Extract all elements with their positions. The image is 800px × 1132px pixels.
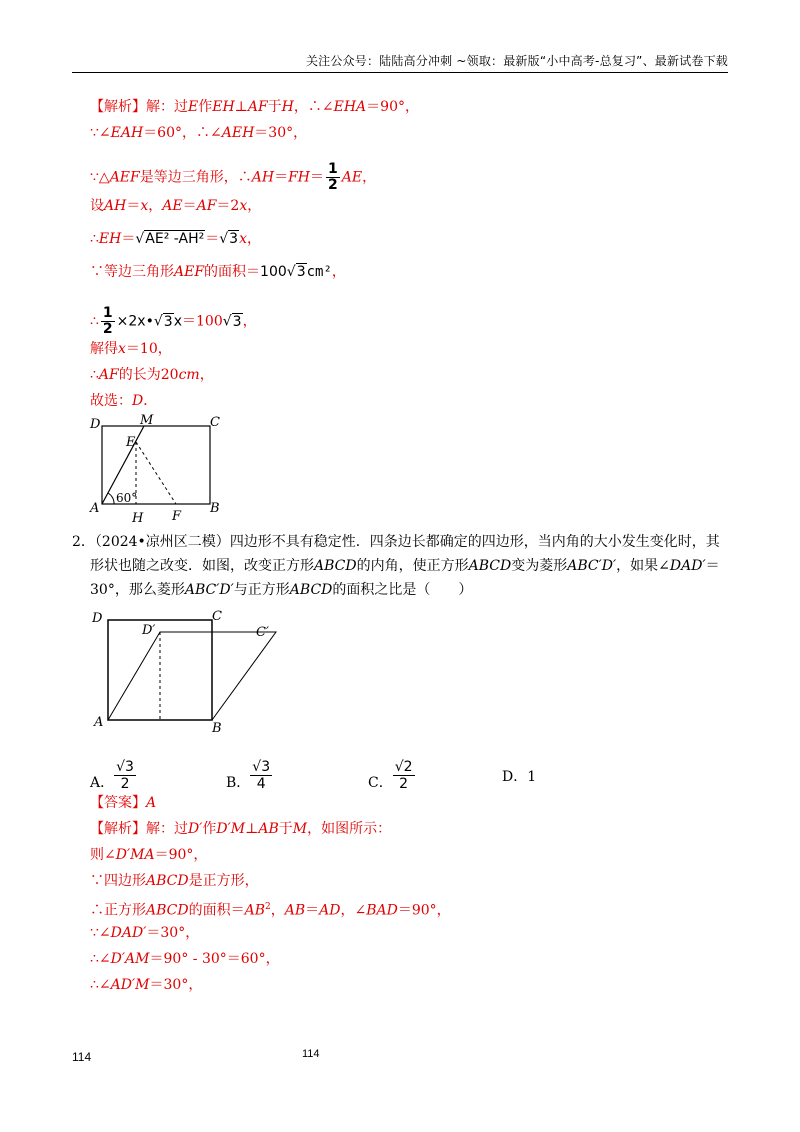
radical-sign: √ bbox=[286, 264, 296, 280]
q1-line-7 bbox=[90, 306, 257, 337]
page-header: 关注公众号：陆陆高分冲刺 ~领取：最新版“小中高考-总复习”、最新试卷下载 bbox=[305, 54, 728, 68]
var: E bbox=[188, 99, 199, 115]
var: ABCD bbox=[146, 873, 189, 889]
radicand: AE² -AH² bbox=[145, 231, 205, 247]
sqrt-3 bbox=[154, 313, 174, 330]
text: ⊥ bbox=[234, 99, 248, 115]
var: D′M bbox=[216, 821, 246, 837]
var: AF bbox=[247, 99, 268, 115]
option-fraction bbox=[250, 759, 272, 792]
q1-line-10 bbox=[90, 392, 157, 410]
var: ABC′D′ bbox=[567, 558, 617, 574]
numerator: 1 bbox=[102, 305, 113, 321]
numerator: √3 bbox=[116, 759, 134, 775]
numerator: 1 bbox=[328, 161, 338, 177]
text: 作 bbox=[202, 821, 217, 837]
text: 于 bbox=[278, 821, 293, 837]
q1-figure bbox=[86, 414, 226, 524]
label-F: F bbox=[172, 509, 182, 524]
q2-line-a7 bbox=[90, 976, 202, 994]
radicand: 3 bbox=[229, 231, 239, 247]
q2-line-3 bbox=[90, 578, 730, 602]
text: 形状也随之改变．如图，改变正方形 bbox=[90, 558, 314, 574]
text: ， bbox=[199, 367, 214, 383]
text: ⊥ bbox=[245, 821, 259, 837]
text: ， bbox=[362, 169, 377, 186]
text: ＝90° - 30°＝60°， bbox=[149, 951, 280, 967]
text: 的面积之比是（ ） bbox=[332, 582, 473, 598]
q2-line-a2 bbox=[90, 846, 207, 864]
option-fraction bbox=[114, 759, 136, 792]
var: FH bbox=[288, 169, 310, 186]
text: ，如图所示： bbox=[307, 821, 392, 837]
var: ABCD bbox=[289, 582, 333, 598]
text: 是正方形， bbox=[188, 873, 259, 889]
q2-line-a4 bbox=[90, 898, 451, 920]
var: M bbox=[292, 821, 308, 837]
radical-sign: √ bbox=[153, 313, 163, 330]
text: ∵△ bbox=[90, 169, 110, 186]
radical-sign: √ bbox=[219, 231, 229, 247]
text: ， bbox=[242, 313, 257, 330]
var: EH bbox=[212, 99, 235, 115]
var: D′MA bbox=[115, 847, 155, 863]
text: ＝30°， bbox=[146, 925, 200, 941]
var: AE bbox=[162, 198, 183, 214]
radicand: 3 bbox=[163, 313, 173, 330]
text: ∴ bbox=[90, 231, 99, 247]
q1-line-1 bbox=[90, 98, 419, 116]
analysis-tag: 【解析】 bbox=[90, 821, 146, 837]
var: x bbox=[239, 231, 247, 247]
var: ABC′D′ bbox=[184, 582, 234, 598]
option-fraction bbox=[393, 759, 415, 792]
var: x bbox=[239, 198, 248, 214]
text: 故选： bbox=[90, 393, 132, 409]
text: 的面积＝ bbox=[204, 264, 261, 280]
option-label: A． bbox=[90, 775, 115, 791]
option-c[interactable] bbox=[368, 742, 415, 792]
question-number: 2． bbox=[72, 534, 95, 550]
exponent: 2 bbox=[265, 902, 271, 912]
label-B: B bbox=[210, 501, 220, 516]
var: x bbox=[118, 341, 126, 357]
var: ABCD bbox=[146, 902, 189, 919]
label-D: D bbox=[92, 611, 103, 626]
text: ＝ bbox=[274, 169, 289, 186]
label-C: C bbox=[212, 609, 222, 624]
var: AH bbox=[104, 198, 127, 214]
var: D′AM bbox=[110, 951, 150, 967]
text: ∴ bbox=[90, 313, 99, 330]
var: AF bbox=[196, 198, 217, 214]
text: ， bbox=[148, 198, 163, 214]
text: 解得 bbox=[90, 341, 118, 357]
numerator: √2 bbox=[394, 759, 413, 775]
expr: ×2x• bbox=[116, 313, 154, 330]
text: 则∠ bbox=[90, 847, 116, 863]
text: 的内角，使正方形 bbox=[356, 558, 469, 574]
q1-line-5 bbox=[90, 230, 261, 248]
sqrt-3 bbox=[219, 230, 239, 247]
denominator: 2 bbox=[120, 776, 130, 792]
q2-figure bbox=[88, 608, 288, 736]
text: 设 bbox=[90, 198, 104, 214]
text: ∴正方形 bbox=[90, 902, 146, 919]
radical-sign: √ bbox=[135, 231, 145, 247]
text: ， bbox=[270, 902, 285, 919]
option-label: D． bbox=[502, 769, 528, 785]
text: ＝ bbox=[705, 558, 720, 574]
var: AB bbox=[244, 902, 266, 919]
answer-value: A bbox=[146, 795, 157, 811]
q2-line-a1 bbox=[90, 820, 391, 838]
analysis-tag: 【解析】 bbox=[90, 99, 146, 115]
rhombus-ABCpDp bbox=[108, 632, 276, 720]
question-source: （2024•凉州区二模） bbox=[94, 534, 230, 550]
label-Dprime: D′ bbox=[142, 623, 156, 638]
var: x bbox=[140, 198, 149, 214]
q2-line-2 bbox=[90, 554, 730, 578]
var: BAD bbox=[366, 902, 398, 919]
denominator: 2 bbox=[399, 776, 409, 792]
text: ， bbox=[247, 198, 262, 214]
label-H: H bbox=[132, 511, 144, 524]
q1-line-8 bbox=[90, 340, 172, 358]
q2-question bbox=[72, 530, 730, 602]
var: EAH bbox=[110, 125, 144, 141]
option-label: C． bbox=[368, 775, 393, 791]
text: ，∴∠ bbox=[293, 99, 334, 115]
text: ＝ bbox=[205, 231, 220, 247]
q1-line-6 bbox=[90, 263, 346, 281]
label-D: D bbox=[90, 417, 101, 432]
q2-line-1 bbox=[72, 530, 730, 554]
text: 四边形不具有稳定性．四条边长都确定的四边形，当内角的大小发生变化时，其 bbox=[229, 534, 720, 550]
text: ＝90°， bbox=[154, 847, 208, 863]
text: 是等边三角形，∴ bbox=[139, 169, 252, 186]
text: 20 bbox=[160, 367, 179, 383]
text: ＝ bbox=[182, 198, 197, 214]
label-E: E bbox=[126, 435, 136, 450]
var: AD bbox=[319, 902, 341, 919]
text: 变为菱形 bbox=[511, 558, 568, 574]
var: H bbox=[281, 99, 294, 115]
sqrt-3 bbox=[223, 313, 243, 330]
text: 解：过 bbox=[146, 821, 188, 837]
text: ∵∠ bbox=[90, 125, 111, 141]
label-A: A bbox=[94, 715, 104, 730]
text: ＝30°， bbox=[254, 125, 308, 141]
label-angle: 60° bbox=[116, 491, 138, 505]
option-d[interactable] bbox=[502, 766, 536, 786]
option-label: B． bbox=[226, 775, 251, 791]
option-value: 1 bbox=[527, 769, 537, 785]
var: AEF bbox=[174, 264, 205, 280]
var: AH bbox=[251, 169, 275, 186]
value: 100 bbox=[260, 264, 287, 280]
radicand: 3 bbox=[296, 264, 306, 280]
segment-EF bbox=[136, 442, 176, 504]
text: ∵四边形 bbox=[90, 873, 146, 889]
text: ＝100 bbox=[182, 313, 223, 330]
var: AE bbox=[341, 169, 363, 186]
var: AB bbox=[258, 821, 279, 837]
radicand: 3 bbox=[232, 313, 242, 330]
denominator: 2 bbox=[102, 321, 113, 337]
text: ＝90°， bbox=[397, 902, 451, 919]
text: ， bbox=[331, 264, 346, 280]
text: ＝2 bbox=[216, 198, 240, 214]
text: ． bbox=[143, 393, 158, 409]
q2-line-a3 bbox=[90, 872, 259, 890]
label-A: A bbox=[90, 501, 100, 516]
var: D bbox=[132, 393, 144, 409]
text: 的面积＝ bbox=[188, 902, 245, 919]
text: ∴∠ bbox=[90, 951, 111, 967]
q1-line-9 bbox=[90, 366, 214, 384]
label-Cprime: C′ bbox=[256, 625, 269, 640]
var: AB bbox=[284, 902, 306, 919]
text: ＝ bbox=[126, 198, 141, 214]
text: ∵∠ bbox=[90, 925, 111, 941]
fraction-half bbox=[326, 162, 340, 193]
unit: cm bbox=[178, 367, 200, 383]
text: ＝ bbox=[121, 231, 136, 247]
var: DAD′ bbox=[669, 558, 706, 574]
text: 30°，那么菱形 bbox=[90, 582, 185, 598]
expr: x bbox=[173, 313, 182, 330]
var: ABCD bbox=[314, 558, 357, 574]
text: ，∠ bbox=[340, 902, 367, 919]
header-rule bbox=[72, 72, 728, 73]
text: ，如果∠ bbox=[616, 558, 670, 574]
page-number-center: 114 bbox=[302, 1048, 320, 1060]
text: ＝90°， bbox=[366, 99, 419, 115]
var: DAD′ bbox=[110, 925, 147, 941]
var: EH bbox=[98, 231, 122, 247]
text: ∴ bbox=[90, 367, 99, 383]
text: 解：过 bbox=[146, 99, 188, 115]
var: AF bbox=[98, 367, 119, 383]
sqrt-3 bbox=[287, 263, 307, 280]
label-C: C bbox=[210, 415, 220, 430]
unit: cm² bbox=[306, 264, 332, 280]
option-a[interactable] bbox=[90, 742, 136, 792]
var: ABCD bbox=[468, 558, 512, 574]
label-M: M bbox=[140, 414, 154, 428]
text: ＝ bbox=[305, 902, 320, 919]
text: ＝ bbox=[310, 169, 324, 186]
q1-line-4 bbox=[90, 197, 261, 215]
q1-line-3 bbox=[90, 162, 376, 193]
var: AD′M bbox=[110, 977, 150, 993]
q2-line-a5 bbox=[90, 924, 199, 942]
text: ∴∠ bbox=[90, 977, 111, 993]
text: 与正方形 bbox=[233, 582, 290, 598]
q2-line-a6 bbox=[90, 950, 280, 968]
label-B: B bbox=[212, 721, 222, 736]
var: AEF bbox=[109, 169, 140, 186]
option-b[interactable] bbox=[226, 742, 272, 792]
text: ＝30°， bbox=[149, 977, 203, 993]
q1-line-2 bbox=[90, 124, 307, 142]
answer-tag: 【答案】 bbox=[90, 795, 146, 811]
numerator: √3 bbox=[252, 759, 271, 775]
var: AEH bbox=[221, 125, 255, 141]
fraction-half bbox=[101, 306, 115, 337]
text: 的长为 bbox=[118, 367, 161, 383]
text: ∵等边三角形 bbox=[90, 264, 174, 280]
angle-arc bbox=[108, 493, 114, 504]
text: ＝60°，∴∠ bbox=[143, 125, 222, 141]
text: 作 bbox=[198, 99, 213, 115]
text: ， bbox=[246, 231, 261, 247]
denominator: 4 bbox=[256, 776, 266, 792]
sqrt-expr bbox=[135, 230, 205, 247]
var: D′ bbox=[188, 821, 203, 837]
denominator: 2 bbox=[328, 177, 338, 193]
page-number-left: 114 bbox=[72, 1050, 92, 1064]
text: ＝10， bbox=[125, 341, 172, 357]
q2-answer bbox=[90, 794, 156, 812]
text: 于 bbox=[267, 99, 282, 115]
radical-sign: √ bbox=[222, 313, 232, 330]
var: EHA bbox=[333, 99, 367, 115]
